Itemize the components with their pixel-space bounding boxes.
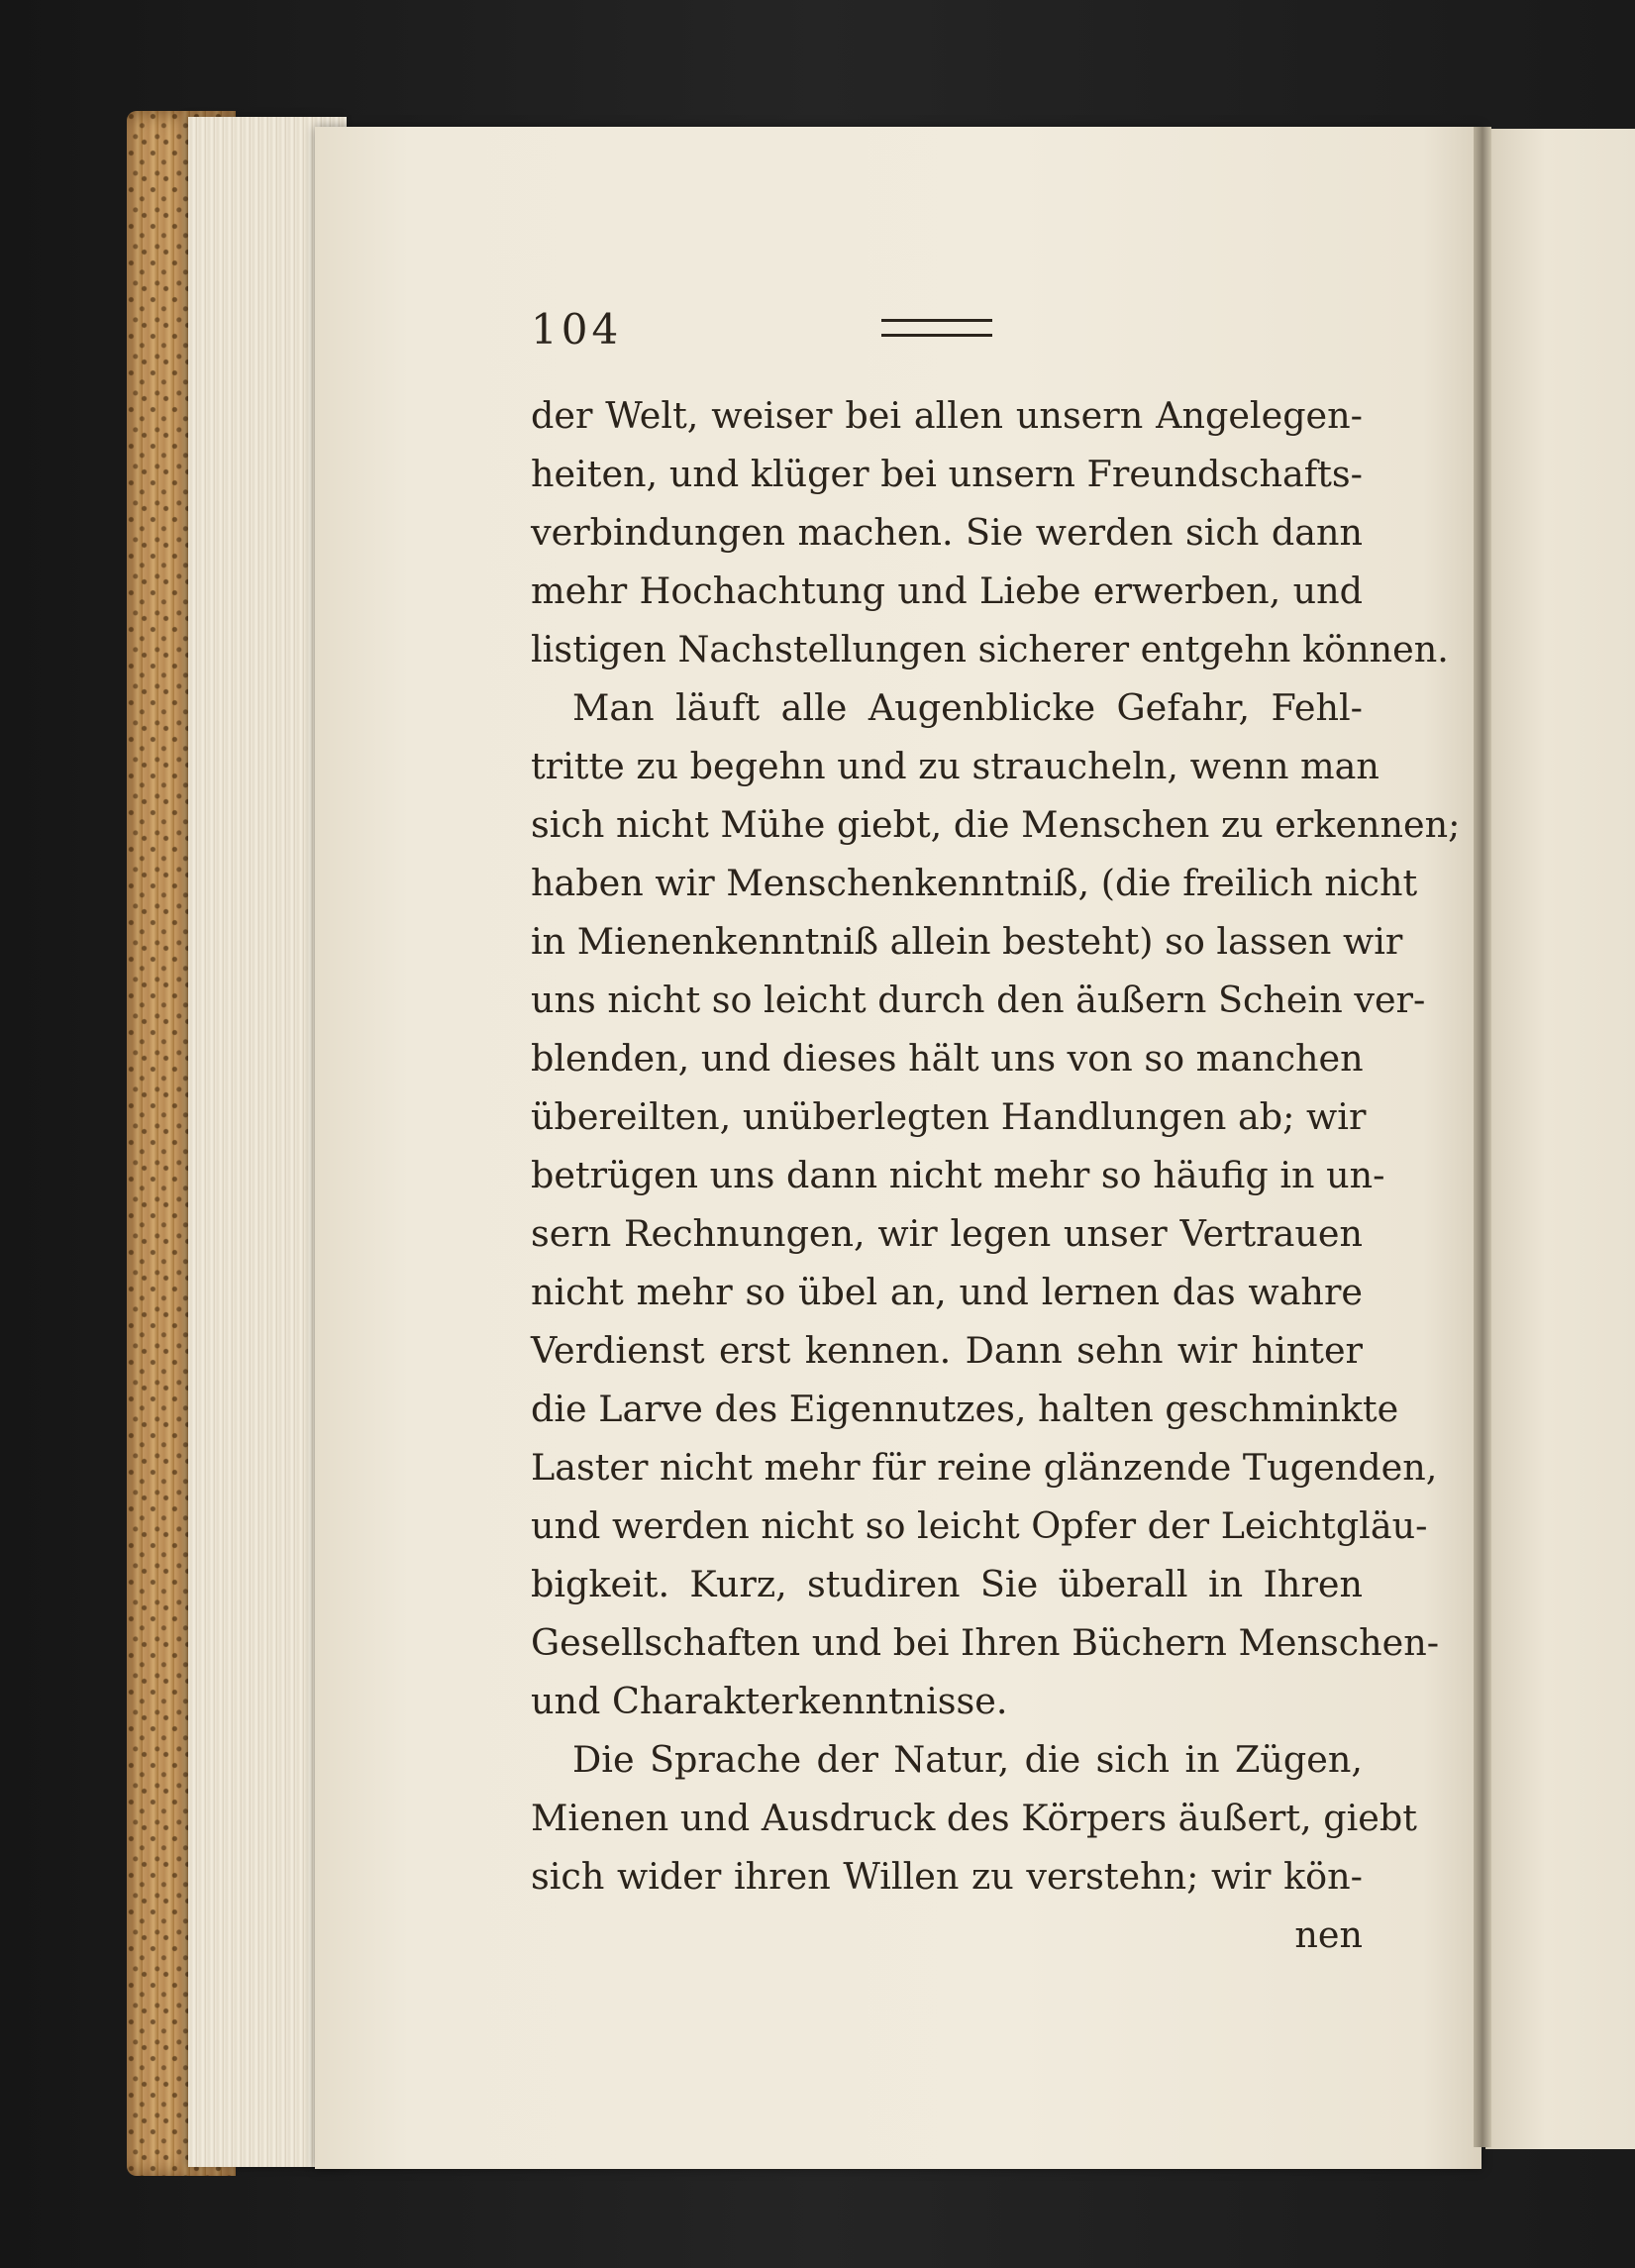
- text-line: uns nicht so leicht durch den äußern Schein ver-: [531, 979, 1426, 1021]
- text-line: Gesellschaften und bei Ihren Büchern Menschen-: [531, 1621, 1440, 1664]
- text-line: bigkeit. Kurz, studiren Sie überall in Ihren: [531, 1563, 1363, 1605]
- facing-page: [1485, 129, 1635, 2149]
- page-number: 104: [531, 305, 623, 354]
- text-line: sich wider ihren Willen zu verstehn; wir kön-: [531, 1855, 1363, 1898]
- text-line: heiten, und klüger bei unsern Freundschafts-: [531, 453, 1363, 495]
- text-line: und werden nicht so leicht Opfer der Leichtgläu-: [531, 1504, 1428, 1547]
- text-line: mehr Hochachtung und Liebe erwerben, und: [531, 569, 1363, 612]
- text-line: haben wir Menschenkenntniß, (die freilich nicht: [531, 862, 1418, 904]
- text-line: tritte zu begehn und zu straucheln, wenn man: [531, 745, 1380, 787]
- text-line: Laster nicht mehr für reine glänzende Tugenden,: [531, 1446, 1438, 1489]
- text-line: Mienen und Ausdruck des Körpers äußert, giebt: [531, 1797, 1417, 1839]
- text-line: betrügen uns dann nicht mehr so häufig in un-: [531, 1154, 1385, 1196]
- paragraph-2: [531, 678, 1461, 1730]
- paragraph-1: [531, 386, 1449, 678]
- text-line: übereilten, unüberlegten Handlungen ab; wir: [531, 1095, 1367, 1138]
- text-line: Man läuft alle Augenblicke Gefahr, Fehl-: [572, 686, 1363, 729]
- text-line: Die Sprache der Natur, die sich in Zügen,: [572, 1738, 1363, 1781]
- text-line: sern Rechnungen, wir legen unser Vertrauen: [531, 1212, 1363, 1255]
- text-line: verbindungen machen. Sie werden sich dann: [531, 511, 1363, 554]
- book-gutter: [1474, 127, 1491, 2147]
- text-line: listigen Nachstellungen sicherer entgehn können.: [531, 628, 1449, 670]
- text-line: sich nicht Mühe giebt, die Menschen zu erkennen;: [531, 803, 1461, 846]
- text-line: und Charakterkenntnisse.: [531, 1680, 1008, 1722]
- header-rule: [881, 319, 992, 337]
- text-line: Verdienst erst kennen. Dann sehn wir hinter: [531, 1329, 1363, 1372]
- text-line: der Welt, weiser bei allen unsern Angelegen-: [531, 394, 1363, 437]
- paragraph-3: [531, 1730, 1417, 1964]
- text-line: nicht mehr so übel an, und lernen das wahre: [531, 1271, 1363, 1313]
- text-line: in Mienenkenntniß allein besteht) so lassen wir: [531, 920, 1403, 963]
- text-line: die Larve des Eigennutzes, halten geschminkte: [531, 1388, 1399, 1430]
- catchword: nen: [1294, 1913, 1363, 1956]
- text-line: blenden, und dieses hält uns von so manchen: [531, 1037, 1364, 1080]
- page-text: [531, 386, 1461, 1964]
